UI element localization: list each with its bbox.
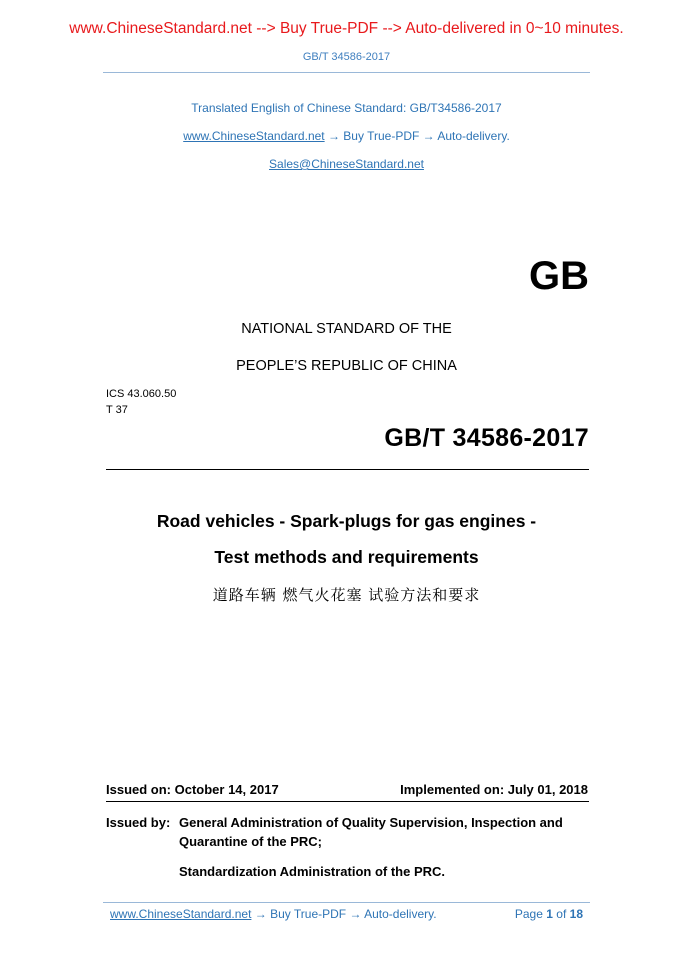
intro-email-link[interactable]: Sales@ChineseStandard.net: [269, 157, 424, 171]
intro-site-arrow-text: → Buy True-PDF → Auto-delivery.: [324, 129, 510, 143]
issuer-label: Issued by:: [106, 815, 171, 830]
title-chinese: 道路车辆 燃气火花塞 试验方法和要求: [212, 586, 481, 604]
footer-site-link[interactable]: www.ChineseStandard.net: [110, 907, 252, 921]
national-line-1: NATIONAL STANDARD OF THE: [241, 321, 452, 337]
national-line-2: PEOPLE’S REPUBLIC OF CHINA: [236, 358, 457, 374]
gb-mark: GB: [529, 254, 589, 298]
intro-email-line: [0, 157, 693, 171]
page-indicator: [515, 907, 583, 921]
footer-divider: [103, 902, 590, 903]
dates-divider: [106, 801, 589, 802]
page-word: Page: [514, 907, 543, 921]
implemented-on: Implemented on: July 01, 2018: [400, 782, 588, 797]
title-line-1: Road vehicles - Spark-plugs for gas engines -: [156, 511, 537, 531]
title-divider: [106, 469, 589, 470]
title-line-2: Test methods and requirements: [214, 547, 479, 567]
intro-site-link[interactable]: www.ChineseStandard.net: [183, 129, 325, 143]
footer-arrow-text: → Buy True-PDF → Auto-delivery.: [251, 907, 437, 921]
total-pages: 18: [569, 907, 583, 921]
issued-on: Issued on: October 14, 2017: [106, 782, 279, 797]
footer-site-line: [110, 907, 437, 921]
t-code: T 37: [106, 404, 128, 416]
issuer-line-3: Standardization Administration of the PRC.: [179, 864, 446, 879]
issuer-line-2: Quarantine of the PRC;: [179, 834, 323, 849]
top-banner[interactable]: www.ChineseStandard.net --> Buy True-PDF --> Auto-delivered in 0~10 minutes.: [69, 20, 624, 37]
page-number: 1: [546, 907, 553, 921]
header-doc-code: GB/T 34586-2017: [302, 51, 391, 63]
ics-code: ICS 43.060.50: [106, 388, 177, 400]
standard-number: GB/T 34586-2017: [384, 424, 589, 452]
of-word: of: [556, 907, 567, 921]
header-divider: [103, 72, 590, 73]
intro-site-line: [0, 129, 693, 143]
issuer-line-1: General Administration of Quality Supervision, Inspection and: [179, 815, 563, 830]
translated-notice: Translated English of Chinese Standard: GB/T34586-2017: [191, 101, 502, 115]
